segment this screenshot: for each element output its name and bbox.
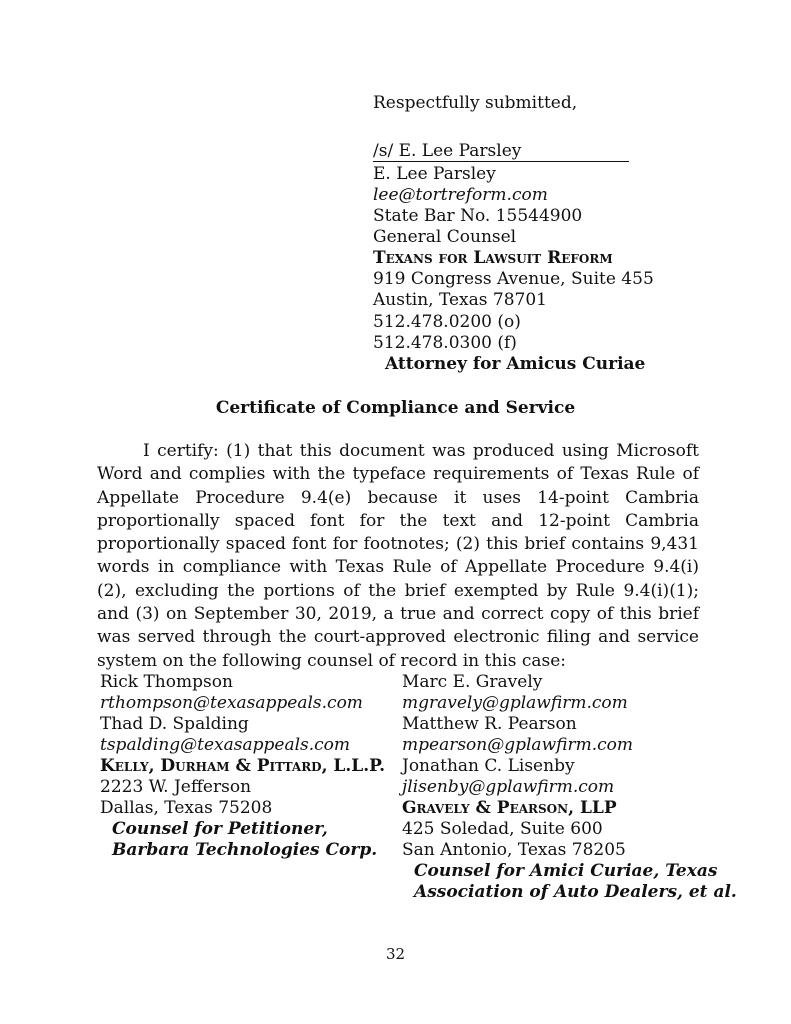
certificate-body: I certify: (1) that this document was produced using Microsoft Word and complies with the typeface requirements of Texas Rule of Appellate Procedure 9.4(e) because it uses 14-point Cambria proportionally spaced font for the text and 12-point Cambria proportionally spaced font for footnotes; (2) this brief contains 9,431 words in compliance with Texas Rule of Appellate Procedure 9.4(i)(2), excluding the portions of the brief exempted by Rule 9.4(i)(1); and (3) on September 30, 2019, a true and correct copy of this brief was served through the court-approved electronic filing and service system on the following counsel of record in this case: [97, 441, 699, 671]
signature-text: /s/ E. Lee Parsley [373, 141, 522, 161]
counsel-left-firm: Kelly, Durham & Pittard, L.L.P. [100, 756, 386, 776]
counsel-left-address-2: Dallas, Texas 75208 [100, 798, 273, 818]
counsel-right-email-1: mgravely@gplawfirm.com [402, 693, 628, 713]
attorney-name: E. Lee Parsley [373, 164, 496, 184]
counsel-right-email-3: jlisenby@gplawfirm.com [402, 777, 615, 797]
signature-line [373, 142, 629, 162]
counsel-left-role-2: Barbara Technologies Corp. [112, 840, 378, 860]
counsel-right-firm: Gravely & Pearson, LLP [402, 798, 617, 818]
org-address-line-1: 919 Congress Avenue, Suite 455 [373, 269, 654, 289]
counsel-right-name-2: Matthew R. Pearson [402, 714, 577, 734]
counsel-right-role-2: Association of Auto Dealers, et al. [414, 882, 737, 902]
counsel-right-address-2: San Antonio, Texas 78205 [402, 840, 626, 860]
attorney-email: lee@tortreform.com [373, 185, 548, 205]
counsel-right-email-2: mpearson@gplawfirm.com [402, 735, 633, 755]
page-number: 32 [385, 945, 406, 963]
counsel-left-email-1: rthompson@texasappeals.com [100, 693, 363, 713]
state-bar-number: State Bar No. 15544900 [373, 206, 583, 226]
counsel-right-address-1: 425 Soledad, Suite 600 [402, 819, 603, 839]
counsel-left-name-2: Thad D. Spalding [100, 714, 249, 734]
counsel-right-name-1: Marc E. Gravely [402, 672, 543, 692]
organization-name: Texans for Lawsuit Reform [373, 248, 613, 268]
fax-number: 512.478.0300 (f) [373, 333, 517, 353]
counsel-left-address-1: 2223 W. Jefferson [100, 777, 252, 797]
attorney-title: General Counsel [373, 227, 517, 247]
counsel-left-role-1: Counsel for Petitioner, [112, 819, 328, 839]
attorney-role: Attorney for Amicus Curiae [385, 354, 646, 374]
counsel-left-email-2: tspalding@texasappeals.com [100, 735, 351, 755]
counsel-right-role-1: Counsel for Amici Curiae, Texas [414, 861, 718, 881]
counsel-right-name-3: Jonathan C. Lisenby [402, 756, 575, 776]
certificate-heading: Certificate of Compliance and Service [215, 398, 576, 418]
closing-text: Respectfully submitted, [373, 93, 578, 113]
phone-number: 512.478.0200 (o) [373, 312, 521, 332]
org-address-line-2: Austin, Texas 78701 [373, 290, 547, 310]
counsel-left-name-1: Rick Thompson [100, 672, 233, 692]
